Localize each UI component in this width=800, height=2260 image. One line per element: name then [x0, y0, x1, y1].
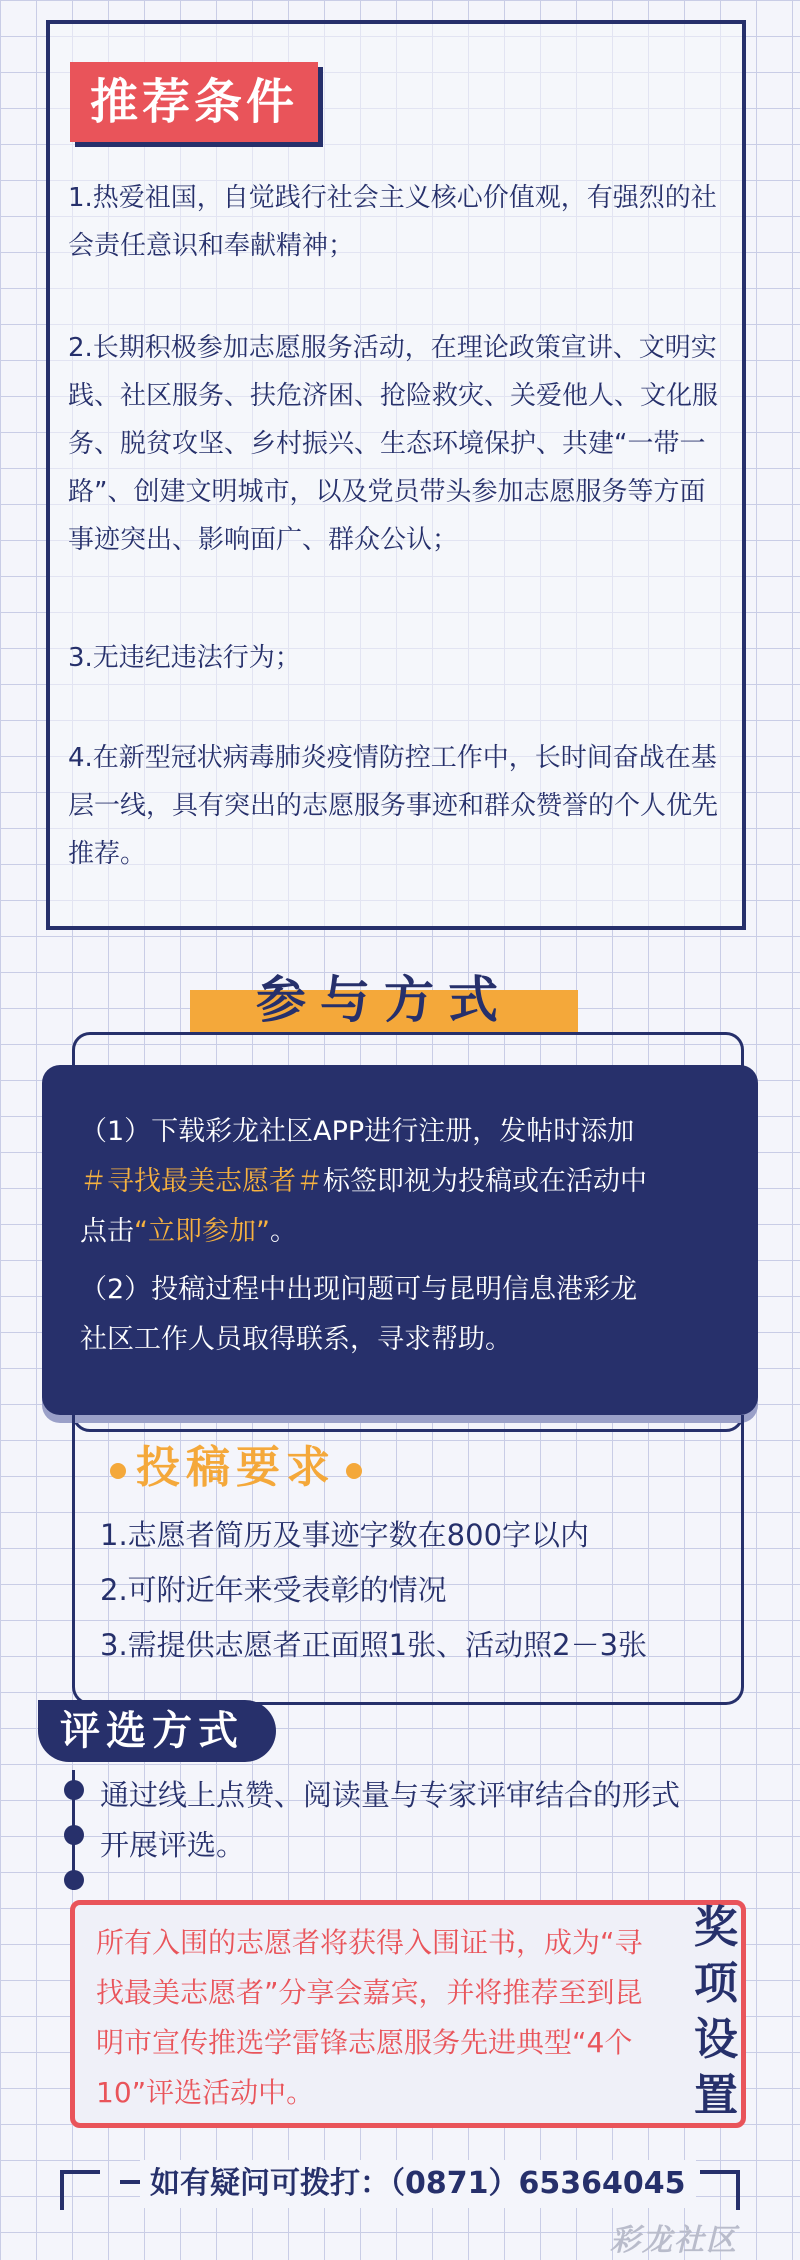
participate-step2-b: 社区工作人员取得联系，寻求帮助。 [80, 1324, 512, 1355]
recommend-title: 推荐条件 [70, 62, 318, 142]
requirements-title-text: 投稿要求 [136, 1442, 336, 1493]
award-tag-char: 设 [694, 2014, 738, 2065]
requirements-title [100, 1440, 372, 1496]
bullet-icon [64, 1825, 84, 1845]
award-tag-char: 置 [694, 2070, 738, 2121]
recommend-item-1: 1.热爱祖国，自觉践行社会主义核心价值观，有强烈的社会责任意识和奉献精神； [68, 183, 717, 261]
selection-text [100, 1770, 750, 1870]
participate-title: 参与方式 [256, 970, 512, 1029]
participate-step1-a: （1）下载彩龙社区APP进行注册，发帖时添加 [80, 1116, 635, 1147]
requirements-item-2: 2.可附近年来受表彰的情况 [100, 1573, 447, 1607]
selection-title: 评选方式 [38, 1700, 276, 1762]
recommend-item-4: 4.在新型冠状病毒肺炎疫情防控工作中，长时间奋战在基层一线，具有突出的志愿服务事迹和群众赞誉的个人优先推荐。 [68, 743, 719, 869]
participate-step1-c [80, 1207, 730, 1257]
recommend-item-3: 3.无违纪违法行为； [68, 643, 301, 673]
bullet-icon [64, 1870, 84, 1890]
watermark: 彩龙社区 [610, 2223, 738, 2258]
participate-hashtag: ＃寻找最美志愿者＃ [80, 1166, 323, 1197]
requirements-item-3: 3.需提供志愿者正面照1张、活动照2－3张 [100, 1628, 648, 1662]
footer-contact: 如有疑问可拨打：（0871）65364045 [140, 2160, 696, 2208]
participate-step1-b [80, 1157, 730, 1207]
award-tag-char: 项 [694, 1958, 738, 2009]
selection-line-2: 开展评选。 [100, 1828, 246, 1862]
participate-step1-c-post: 。 [269, 1216, 297, 1247]
participate-box [42, 1065, 758, 1415]
dot-icon [110, 1463, 126, 1479]
requirements-item-1: 1.志愿者简历及事迹字数在800字以内 [100, 1518, 590, 1552]
award-tag-char: 奖 [694, 1902, 738, 1953]
corner-ornament-icon [700, 2170, 740, 2210]
participate-step2-a: （2）投稿过程中出现问题可与昆明信息港彩龙 [80, 1274, 638, 1305]
recommend-item-2: 2.长期积极参加志愿服务活动，在理论政策宣讲、文明实践、社区服务、扶危济困、抢险救灾、关爱他人、文化服务、脱贫攻坚、乡村振兴、生态环境保护、共建“一带一路”、创建文明城市，以及党员带头参加志愿服务等方面事迹突出、影响面广、群众公认； [68, 333, 719, 555]
participate-step1-c-pre: 点击 [80, 1216, 134, 1247]
corner-ornament-icon [60, 2170, 100, 2210]
participate-step1-b-text: 标签即视为投稿或在活动中 [323, 1166, 647, 1197]
bullet-icon [64, 1780, 84, 1800]
dot-icon [346, 1463, 362, 1479]
recommend-section [46, 20, 746, 930]
award-text: 所有入围的志愿者将获得入围证书，成为“寻找最美志愿者”分享会嘉宾，并将推荐至到昆明市宣传推选学雷锋志愿服务先进典型“4个10”评选活动中。 [96, 1926, 643, 2109]
selection-line-1: 通过线上点赞、阅读量与专家评审结合的形式 [100, 1778, 681, 1812]
award-tag [682, 1900, 750, 2124]
participate-join-link: “立即参加” [134, 1216, 270, 1247]
